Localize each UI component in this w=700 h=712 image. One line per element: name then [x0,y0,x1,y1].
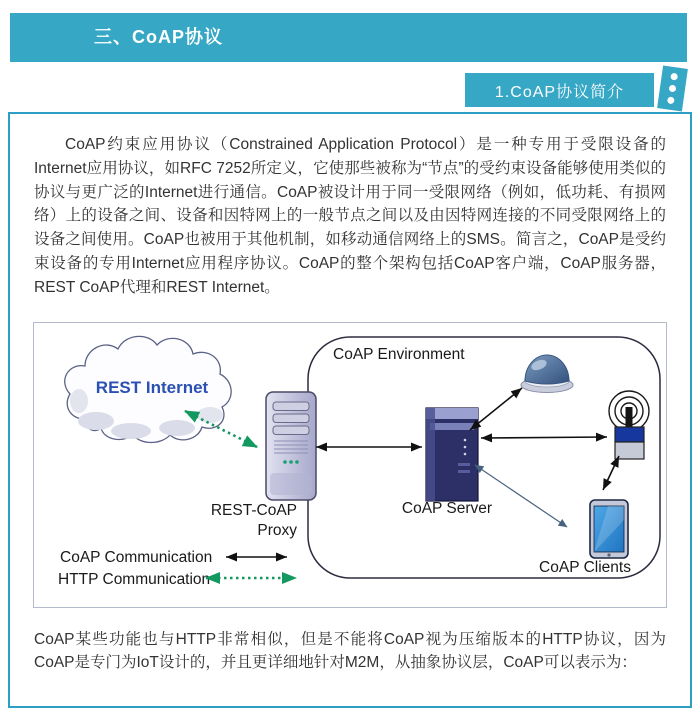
coap-architecture-svg [34,323,666,607]
server-label: CoAP Server [401,499,493,517]
article-content-box [8,112,692,708]
proxy-label-line2: Proxy [257,521,297,539]
rest-coap-proxy-icon [266,392,316,500]
proxy-label-line1: REST-CoAP [210,501,297,519]
intro-paragraph: CoAP约束应用协议（Constrained Application Protocol）是一种专用于受限设备的Internet应用协议，如RFC 7252所定义，它使那些被称为“节点”的受约束设备能够使用类似的协议与更广泛的Internet进行通信。CoAP被设计用于同一受限网络（例如，低功耗、有损网络）上的设备之间、设备和因特网上的一般节点之间以及由因特网连接的不同受限网络上的设备之间使用。CoAP也被用于其他机制，如移动通信网络上的SMS。简言之，CoAP是受约束设备的专用Internet应用程序协议。CoAP的整个架构包括CoAP客户端，CoAP服务器，REST CoAP代理和REST Internet。 [34,136,666,296]
cloud-label: REST Internet [95,377,209,397]
outro-paragraph: CoAP某些功能也与HTTP非常相似，但是不能将CoAP视为压缩版本的HTTP协议，因为CoAP是专门为IoT设计的，并且更详细地针对M2M，从抽象协议层，CoAP可以表示为： [34,630,666,672]
subsection-tab [465,73,654,107]
smartphone-icon [590,500,628,558]
coap-architecture-diagram [33,322,667,608]
legend-http-label: HTTP Communication [58,570,211,588]
section-title: 三、CoAP协议 [94,27,223,47]
environment-label: CoAP Environment [333,345,465,363]
coap-server-icon [426,408,478,501]
dot [667,96,675,104]
vertical-dots-icon [657,65,688,111]
legend-coap-label: CoAP Communication [60,548,213,566]
section-header-bar [10,13,687,62]
dot [670,73,678,81]
subsection-tab-label: 1.CoAP协议简介 [494,83,625,101]
clients-label: CoAP Clients [539,558,631,576]
coap-arrow-server-sensor [481,437,607,438]
dot [669,85,677,93]
